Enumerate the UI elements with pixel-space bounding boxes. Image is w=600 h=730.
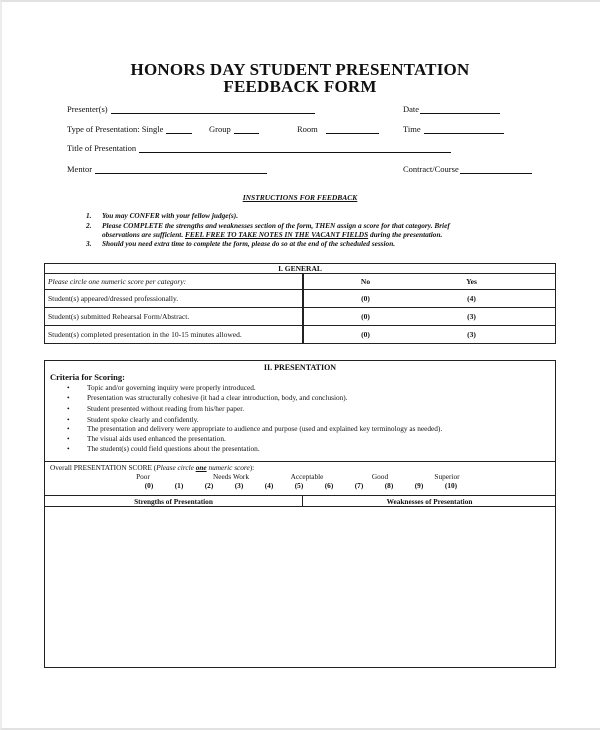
room-blank[interactable] (326, 125, 379, 134)
score-option[interactable]: (10) (444, 481, 458, 490)
score-no-option[interactable]: (0) (361, 330, 370, 339)
general-question: Student(s) appeared/dressed professionally. (45, 290, 303, 308)
instruction-number: 1. (86, 211, 92, 220)
list-item (67, 383, 256, 392)
col-no-header: No (360, 277, 371, 286)
presentation-section (44, 360, 556, 668)
notes-area[interactable] (45, 507, 555, 667)
bullet-icon: • (67, 383, 70, 392)
score-option[interactable]: (9) (414, 481, 424, 490)
scale-label: Superior (434, 472, 460, 481)
time-label: Time (403, 124, 421, 134)
scale-label: Good (371, 472, 389, 481)
strengths-heading: Strengths of Presentation (134, 497, 213, 506)
criterion-text: The presentation and delivery were appropriate to audience and purpose (used and explained key terminology as needed). (87, 424, 443, 433)
divider (45, 461, 555, 462)
contract-label: Contract/Course (403, 164, 459, 174)
mentor-blank[interactable] (95, 165, 267, 174)
criterion-text: Topic and/or governing inquiry were properly introduced. (87, 383, 256, 392)
score-option[interactable]: (3) (234, 481, 244, 490)
type-label: Type of Presentation: Single (67, 124, 164, 134)
score-option[interactable]: (7) (354, 481, 364, 490)
table-row (45, 290, 556, 308)
list-item (67, 424, 442, 433)
form-title-line1: HONORS DAY STUDENT PRESENTATION (130, 60, 470, 79)
overall-score-label (50, 463, 254, 472)
score-yes-option[interactable]: (4) (467, 294, 476, 303)
bullet-icon: • (67, 444, 70, 453)
instruction-text: Should you need extra time to complete the form, please do so at the end of the scheduled session. (102, 239, 396, 248)
group-field[interactable] (209, 124, 259, 134)
overall-text: Please circle (156, 463, 196, 472)
time-blank[interactable] (424, 125, 504, 134)
general-question: Student(s) submitted Rehearsal Form/Abstract. (45, 308, 303, 326)
contract-blank[interactable] (460, 165, 532, 174)
type-single-field[interactable] (67, 124, 192, 134)
instruction-item (86, 221, 450, 230)
score-option[interactable]: (0) (144, 481, 154, 490)
instruction-text: Please COMPLETE the strengths and weaknesses section of the form, THEN assign a score for that category. Brief (102, 221, 450, 230)
score-yes-option[interactable]: (3) (467, 312, 476, 321)
general-heading: I. GENERAL (45, 264, 556, 274)
weaknesses-heading: Weaknesses of Presentation (386, 497, 473, 506)
time-field[interactable] (403, 124, 504, 134)
list-item (67, 404, 244, 413)
single-blank[interactable] (166, 125, 192, 134)
instruction-continuation (102, 230, 442, 239)
scale-label: Acceptable (290, 472, 324, 481)
instruction-text: observations are sufficient. (102, 230, 185, 239)
criterion-text: The student(s) could field questions about the presentation. (87, 444, 260, 453)
instruction-number: 3. (86, 239, 92, 248)
criterion-text: The visual aids used enhanced the presentation. (87, 434, 226, 443)
scale-label: Poor (136, 472, 150, 481)
room-field[interactable] (297, 124, 379, 134)
criteria-heading: Criteria for Scoring: (50, 372, 125, 382)
group-label: Group (209, 124, 231, 134)
score-option[interactable]: (1) (174, 481, 184, 490)
bullet-icon: • (67, 404, 70, 413)
score-option[interactable]: (5) (294, 481, 304, 490)
date-label: Date (403, 104, 420, 114)
instruction-emphasis: FEEL FREE TO TAKE NOTES IN THE VACANT FIELDS (184, 230, 369, 239)
list-item (67, 393, 348, 402)
general-question: Student(s) completed presentation in the 10-15 minutes allowed. (45, 326, 303, 344)
score-option[interactable]: (4) (264, 481, 274, 490)
scale-label: Needs Work (213, 472, 249, 481)
general-prompt: Please circle one numeric score per category: (45, 274, 303, 290)
score-no-option[interactable]: (0) (361, 312, 370, 321)
general-section-table (44, 263, 556, 344)
contract-field[interactable] (403, 164, 532, 174)
overall-text: Overall PRESENTATION SCORE ( (50, 463, 157, 472)
score-yes-option[interactable]: (3) (467, 330, 476, 339)
criterion-text: Presentation was structurally cohesive (it had a clear introduction, body, and conclusion). (87, 393, 348, 402)
bullet-icon: • (67, 424, 70, 433)
criterion-text: Student presented without reading from his/her paper. (87, 404, 245, 413)
table-row (45, 326, 556, 344)
criterion-text: Student spoke clearly and confidently. (87, 415, 199, 424)
score-option[interactable]: (8) (384, 481, 394, 490)
bullet-icon: • (67, 434, 70, 443)
bullet-icon: • (67, 393, 70, 402)
table-row (45, 308, 556, 326)
instruction-item (86, 239, 395, 248)
list-item (67, 434, 226, 443)
instruction-text: during the presentation. (368, 230, 443, 239)
col-yes-header: Yes (466, 277, 477, 286)
overall-text: numeric score (206, 463, 250, 472)
presenters-field[interactable] (67, 104, 315, 114)
overall-emphasis: one (195, 463, 207, 472)
general-column-headers (303, 274, 556, 290)
instruction-item (86, 211, 238, 220)
group-blank[interactable] (234, 125, 259, 134)
bullet-icon: • (67, 415, 70, 424)
score-no-option[interactable]: (0) (361, 294, 370, 303)
score-option[interactable]: (2) (204, 481, 214, 490)
title-label: Title of Presentation (67, 143, 137, 153)
date-blank[interactable] (420, 105, 500, 114)
title-field[interactable] (67, 143, 451, 153)
score-option[interactable]: (6) (324, 481, 334, 490)
form-title-line2: FEEDBACK FORM (223, 77, 377, 96)
presenters-label: Presenter(s) (67, 104, 108, 114)
divider (45, 495, 555, 496)
presentation-heading: II. PRESENTATION (263, 363, 337, 372)
list-item (67, 415, 199, 424)
mentor-label: Mentor (67, 164, 93, 174)
instruction-text: You may CONFER with your fellow judge(s). (102, 211, 239, 220)
room-label: Room (297, 124, 318, 134)
instruction-number: 2. (86, 221, 92, 230)
overall-text: ): (249, 463, 255, 472)
mentor-field[interactable] (67, 164, 267, 174)
presenters-blank[interactable] (111, 105, 315, 114)
title-blank[interactable] (139, 144, 451, 153)
list-item (67, 444, 260, 453)
instructions-heading: INSTRUCTIONS FOR FEEDBACK (242, 193, 358, 202)
date-field[interactable] (403, 104, 500, 114)
